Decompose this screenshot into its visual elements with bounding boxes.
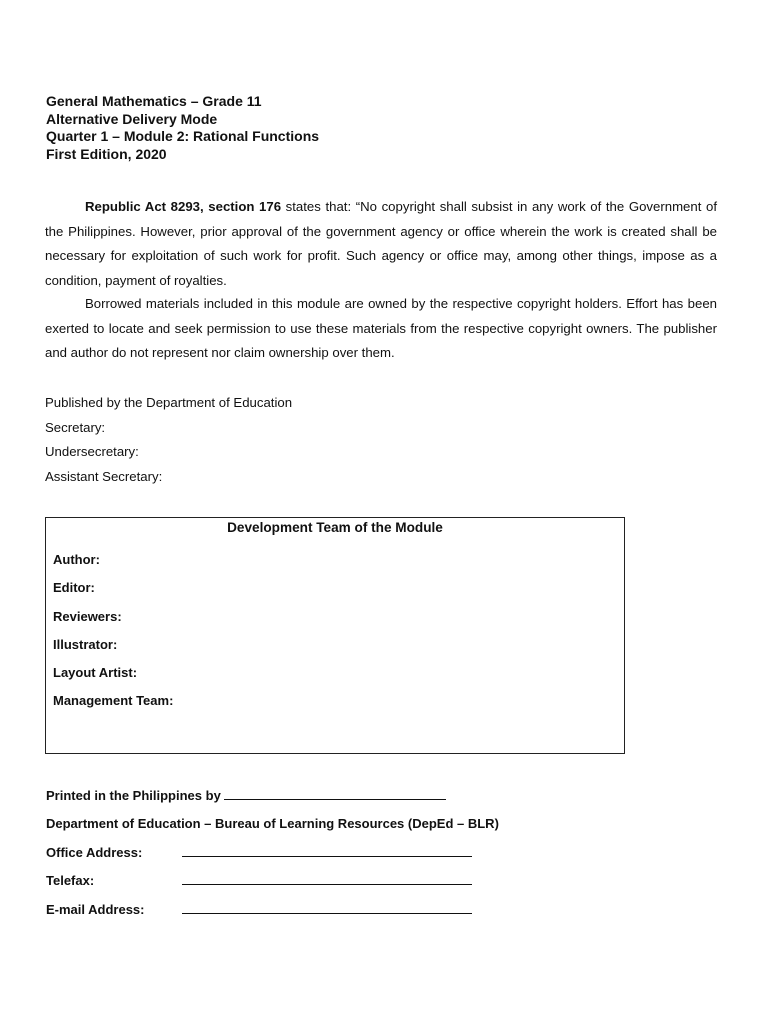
- printed-by-label: Printed in the Philippines by: [46, 788, 221, 803]
- publication-info: [45, 391, 292, 489]
- development-team-title: Development Team of the Module: [227, 520, 443, 535]
- printed-by-row: [46, 788, 499, 816]
- deped-blr-row: [46, 816, 499, 844]
- subject-title: General Mathematics – Grade 11: [46, 93, 262, 109]
- copyright-notice-paragraph: [45, 195, 717, 293]
- layout-artist-label: Layout Artist:: [53, 665, 138, 681]
- republic-act-reference: Republic Act 8293, section 176: [85, 199, 282, 214]
- email-address-blank-line: [182, 902, 472, 914]
- telefax-blank-line: [182, 873, 472, 885]
- secretary-label: Secretary:: [45, 419, 106, 435]
- published-by: Published by the Department of Education: [45, 395, 293, 410]
- development-team-list: [53, 546, 173, 716]
- telefax-row: [46, 873, 499, 901]
- assistant-secretary-label: Assistant Secretary:: [45, 468, 163, 484]
- copyright-notice-text: states that: “No copyright shall subsist in any work of the Government of the Philippines. However, prior approval of the government agency or office wherein the work is created shall be necessary for exploitation of such work for profit. Such agency or office may, among other things, impose as a condition, payment of royalties.: [45, 199, 717, 288]
- management-team-label: Management Team:: [53, 693, 174, 709]
- module-title-block: [46, 93, 319, 163]
- borrowed-materials-paragraph: Borrowed materials included in this module are owned by the respective copyright holders. Effort has been exerted to locate and seek permission to use these materials from the respective copyright owners. The publisher and author do not represent nor claim ownership over them.: [45, 296, 717, 361]
- undersecretary-label: Undersecretary:: [45, 444, 139, 459]
- development-team-box: [45, 517, 625, 754]
- reviewers-label: Reviewers:: [53, 608, 122, 624]
- office-address-row: [46, 845, 499, 873]
- office-address-label: Office Address:: [46, 844, 143, 860]
- edition: First Edition, 2020: [46, 145, 167, 162]
- delivery-mode: Alternative Delivery Mode: [46, 110, 218, 127]
- module-name: Quarter 1 – Module 2: Rational Functions: [46, 128, 320, 144]
- printed-by-blank-line: [224, 788, 446, 800]
- office-address-blank-line: [182, 845, 472, 857]
- printing-info: [46, 788, 499, 930]
- email-address-row: [46, 902, 499, 930]
- illustrator-label: Illustrator:: [53, 636, 118, 652]
- author-label: Author:: [53, 552, 100, 567]
- deped-blr-label: Department of Education – Bureau of Learning Resources (DepEd – BLR): [46, 816, 499, 832]
- email-address-label: E-mail Address:: [46, 901, 145, 917]
- telefax-label: Telefax:: [46, 873, 95, 889]
- editor-label: Editor:: [53, 580, 95, 596]
